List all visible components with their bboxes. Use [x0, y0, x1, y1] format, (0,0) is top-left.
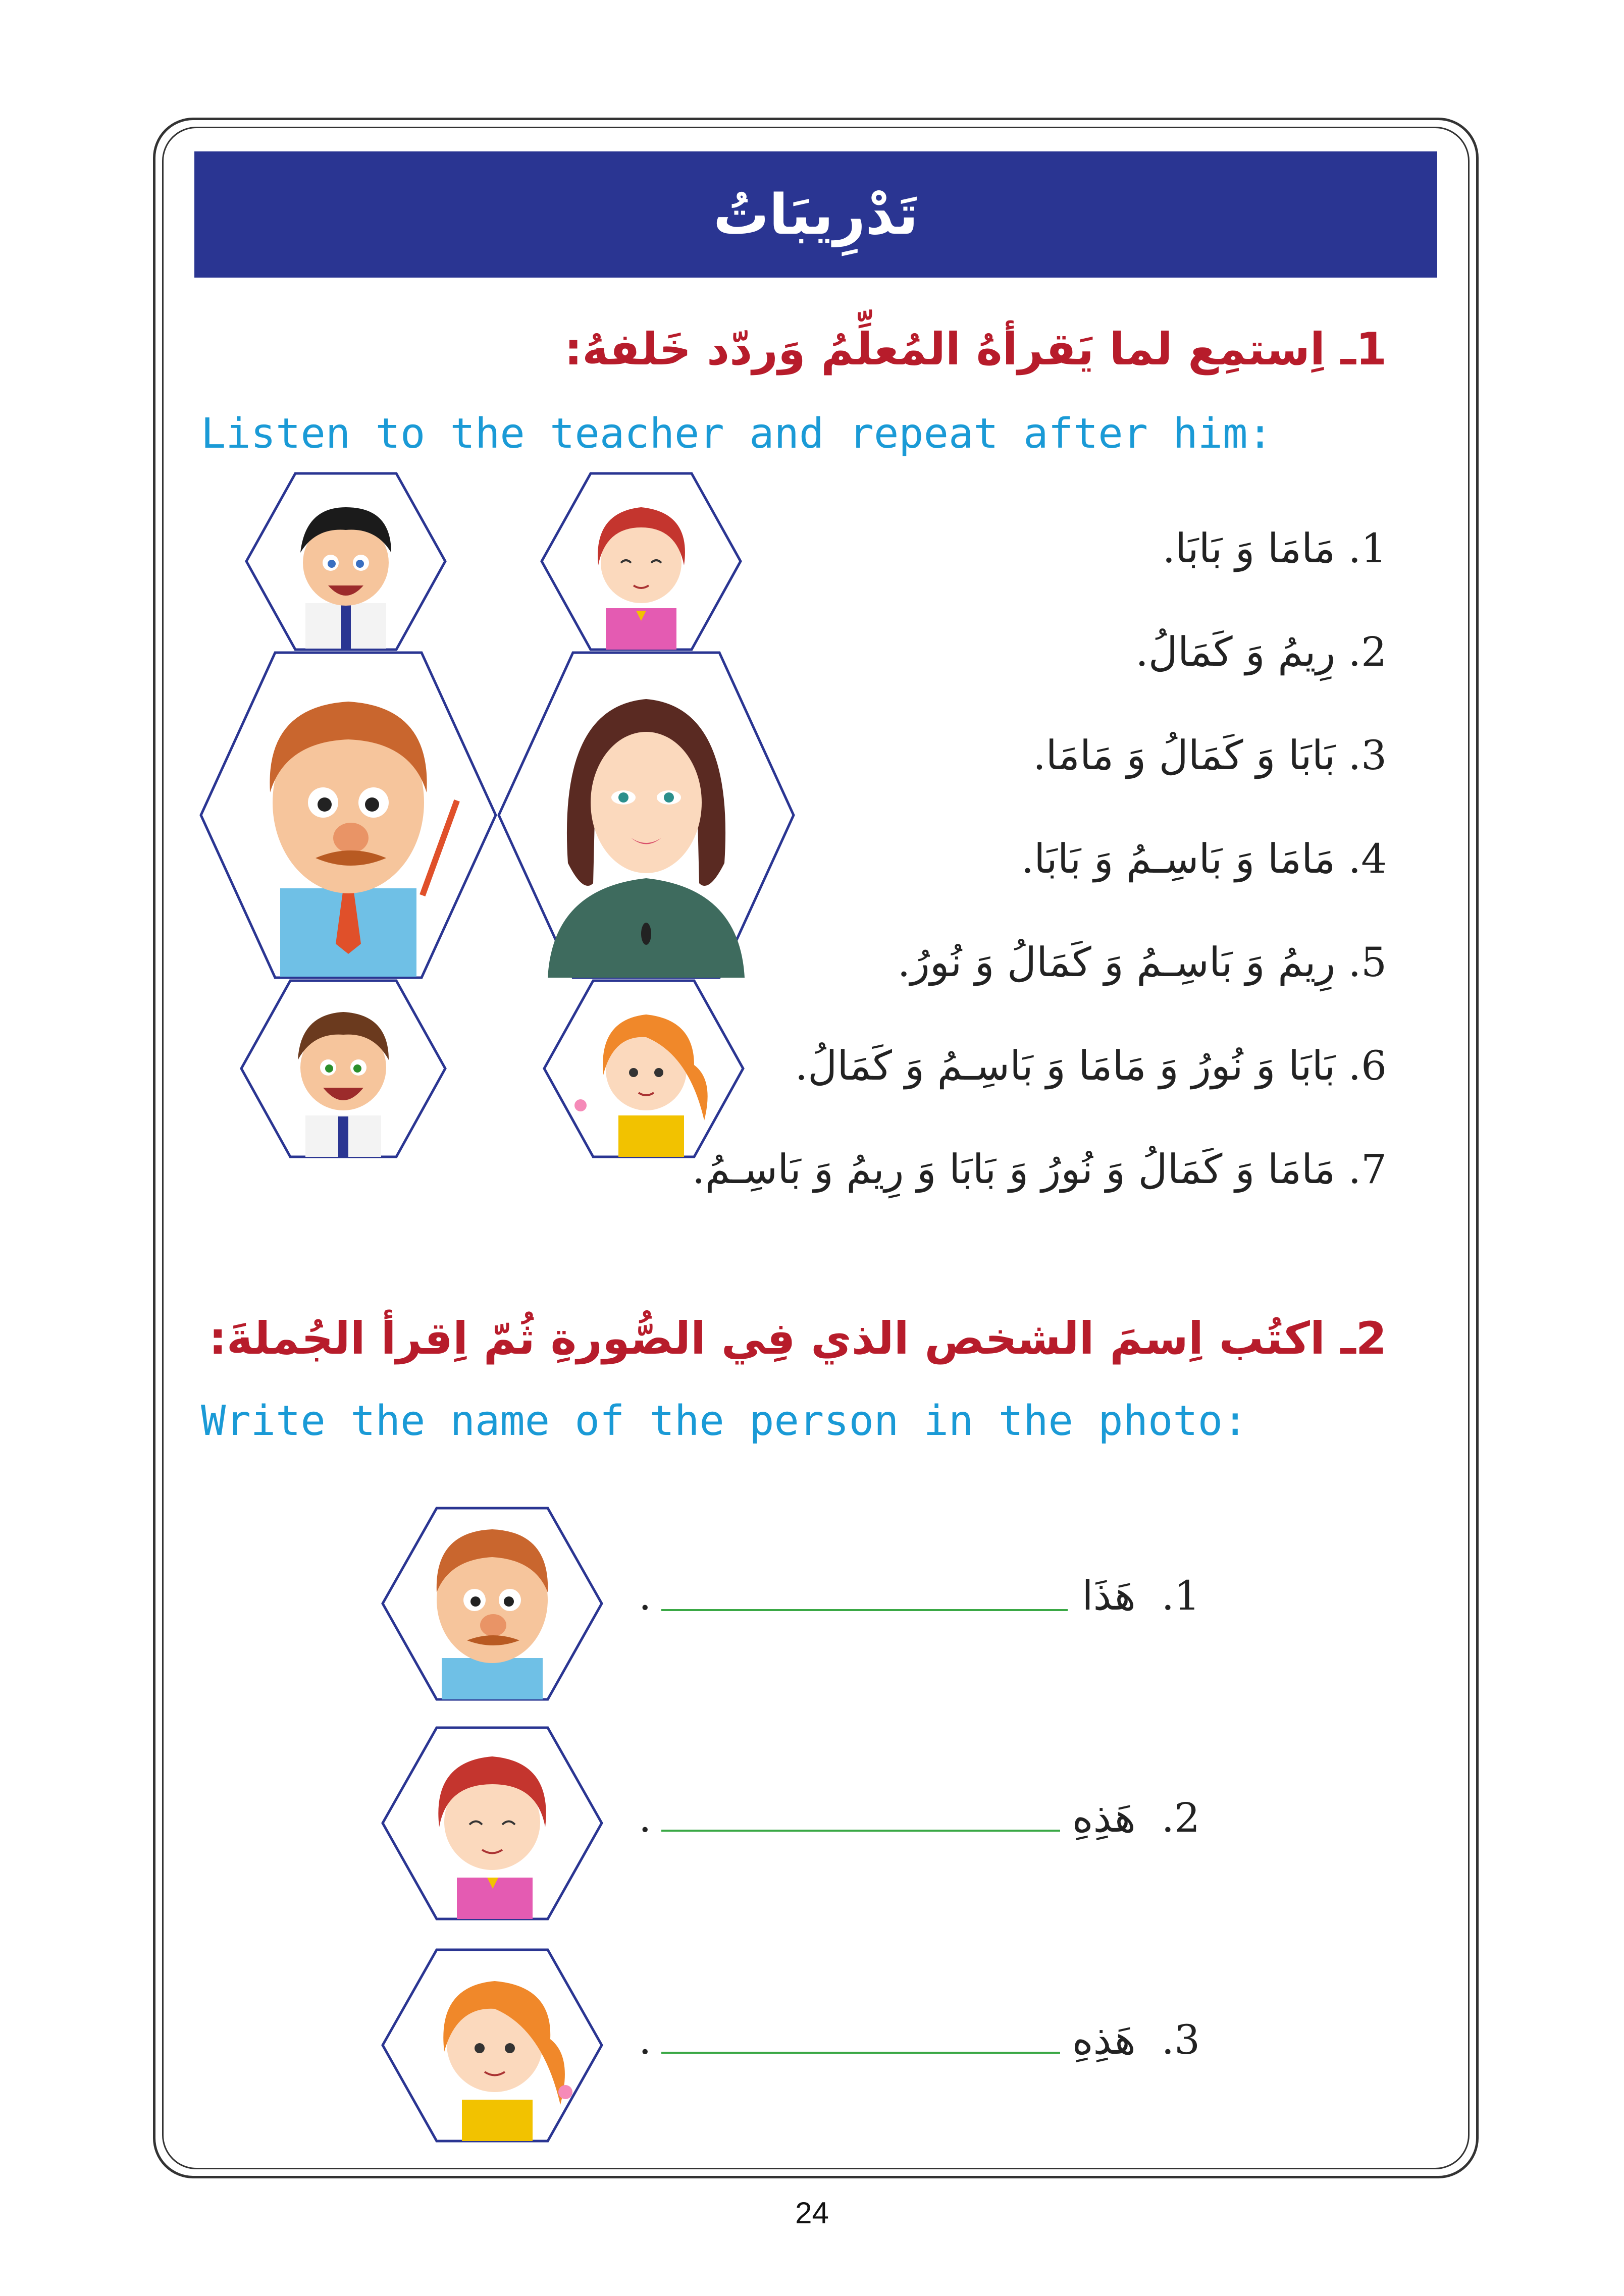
answer-3-period: .: [639, 2016, 652, 2063]
answer-1-number: 1.: [1161, 1572, 1200, 1619]
sentence-5: 5. رِيمُ وَ بَاسِـمُ وَ كَمَالُ وَ نُورُ.: [897, 939, 1387, 986]
answer-1-blank-line[interactable]: [661, 1609, 1068, 1611]
answer-2-word: هَذِهِ: [1072, 1794, 1136, 1841]
answer-3-blank-line[interactable]: [661, 2052, 1060, 2054]
girl-reem-picture: [540, 472, 742, 651]
answer-1-word: هَذَا: [1082, 1572, 1136, 1619]
sentence-6: 6. بَابَا وَ نُورُ وَ مَامَا وَ بَاسِـمُ وَ كَمَالُ.: [795, 1042, 1387, 1089]
exercise2-title-ar: 2ـ اكتُب اِسمَ الشخص الذي فِي الصُّورةِ ثُمّ اِقرأ الجُملةَ:: [208, 1312, 1387, 1364]
boy-kamal-picture: [245, 472, 447, 651]
answer-1-picture: [381, 1507, 603, 1701]
sentence-1: 1. مَامَا وَ بَابَا.: [1162, 525, 1387, 572]
title-banner: [194, 151, 1437, 278]
answer-2-number: 2.: [1161, 1794, 1200, 1841]
page-number: 24: [795, 2196, 829, 2230]
answer-2-picture: [381, 1726, 603, 1920]
answer-2-prompt: [1072, 1794, 1200, 1841]
answer-3-word: هَذِهِ: [1072, 2016, 1136, 2063]
sentence-4: 4. مَامَا وَ بَاسِـمُ وَ بَابَا.: [1021, 835, 1387, 882]
sentence-2: 2. رِيمُ وَ كَمَالُ.: [1135, 628, 1387, 675]
answer-1-period: .: [639, 1572, 652, 1619]
mother-mama-picture: [497, 651, 795, 979]
sentence-7: 7. مَامَا وَ كَمَالُ وَ نُورُ وَ بَابَا وَ رِيمُ وَ بَاسِـمُ.: [692, 1146, 1387, 1193]
exercise1-title-en: Listen to the teacher and repeat after him:: [201, 410, 1273, 458]
answer-3-number: 3.: [1161, 2016, 1200, 2063]
answer-2-period: .: [639, 1794, 652, 1841]
answer-3-picture: [381, 1948, 603, 2143]
banner-title: تَدْرِيبَاتُ: [713, 182, 919, 247]
exercise2-title-en: Write the name of the person in the photo:: [201, 1397, 1248, 1445]
exercise1-title-ar: 1ـ اِستمِع لما يَقرأهُ المُعلِّمُ وَردّد خَلفهُ:: [564, 323, 1387, 375]
boy-basim-picture: [240, 979, 447, 1158]
girl-nour-picture: [543, 979, 745, 1158]
answer-2-blank-line[interactable]: [661, 1830, 1060, 1832]
answer-1-prompt: [1082, 1572, 1200, 1619]
father-baba-picture: [199, 651, 497, 979]
sentence-3: 3. بَابَا وَ كَمَالُ وَ مَامَا.: [1033, 732, 1387, 779]
answer-3-prompt: [1072, 2016, 1200, 2063]
